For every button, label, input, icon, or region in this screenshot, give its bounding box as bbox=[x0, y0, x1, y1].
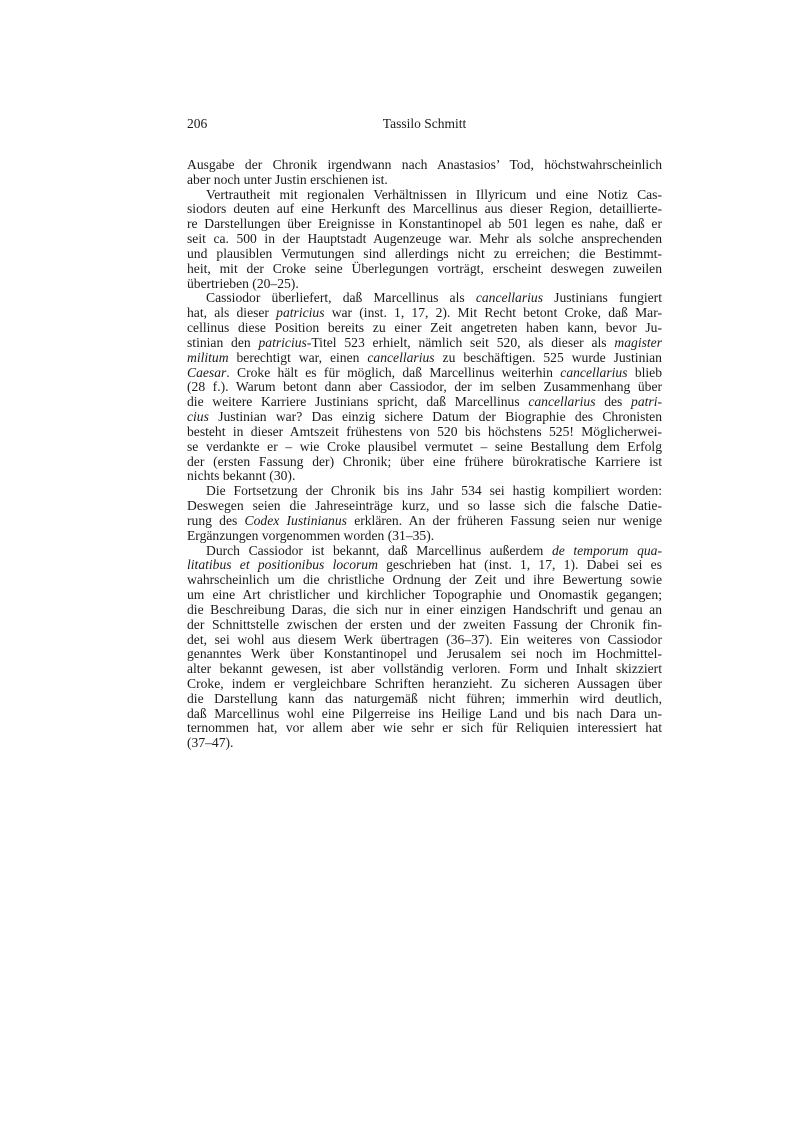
text-segment: hat, als dieser bbox=[187, 305, 277, 321]
text-segment: berechtigt war, einen bbox=[228, 349, 368, 365]
text-segment: re Darstellungen über Ereignisse in Konstantinopel ab 501 legen es nahe, daß er bbox=[187, 216, 662, 232]
italic-text: patricius bbox=[258, 334, 307, 350]
text-line bbox=[187, 633, 662, 648]
text-segment: heit, mit der Croke seine Überlegungen vorträgt, erscheint deswegen zuweilen bbox=[187, 260, 662, 276]
italic-text: litatibus et positionibus locorum bbox=[187, 557, 378, 573]
text-segment: war (inst. 1, 17, 2). Mit Recht betont Croke, daß Mar- bbox=[324, 305, 662, 321]
text-line bbox=[187, 736, 662, 751]
text-line bbox=[187, 247, 662, 262]
text-line bbox=[187, 277, 662, 292]
text-line bbox=[187, 217, 662, 232]
italic-text: de temporum qua- bbox=[551, 542, 662, 558]
italic-text: cancellarius bbox=[560, 364, 628, 380]
text-line bbox=[187, 647, 662, 662]
text-line bbox=[187, 425, 662, 440]
text-segment: wahrscheinlich um die christliche Ordnung der Zeit und ihre Bewertung sowie bbox=[187, 572, 662, 588]
text-segment: aber noch unter Justin erschienen ist. bbox=[187, 171, 388, 187]
text-line bbox=[187, 306, 662, 321]
body-text bbox=[187, 158, 662, 751]
text-segment: besteht in dieser Amtszeit frühestens von 520 bis höchstens 525! Möglicherwei- bbox=[187, 423, 662, 439]
text-segment: nichts bekannt (30). bbox=[187, 468, 296, 484]
text-line bbox=[187, 380, 662, 395]
italic-text: patricius bbox=[276, 305, 325, 321]
text-segment: der Schnittstelle zwischen der ersten und der zweiten Fassung der Chronik fin- bbox=[187, 616, 662, 632]
text-line bbox=[187, 573, 662, 588]
italic-text: cius bbox=[187, 409, 209, 425]
italic-text: cancellarius bbox=[528, 394, 596, 410]
text-segment: Die Fortsetzung der Chronik bis ins Jahr 534 sei hastig kompiliert worden: bbox=[206, 483, 662, 499]
text-line bbox=[187, 558, 662, 573]
text-segment: des bbox=[595, 394, 632, 410]
page-number: 206 bbox=[187, 116, 208, 131]
text-segment: die Darstellung kann das naturgemäß nicht führen; immerhin wird deutlich, bbox=[187, 690, 662, 706]
text-line bbox=[187, 173, 662, 188]
text-line bbox=[187, 440, 662, 455]
text-segment: Durch Cassiodor ist bekannt, daß Marcellinus außerdem bbox=[206, 542, 552, 558]
text-segment: erklären. An der früheren Fassung seien nur wenige bbox=[346, 512, 662, 528]
text-line bbox=[187, 202, 662, 217]
text-segment: Justinians fungiert bbox=[543, 290, 662, 306]
text-segment: die Beschreibung Daras, die sich nur in einer einzigen Handschrift und genau an bbox=[187, 601, 662, 617]
text-line bbox=[187, 336, 662, 351]
text-line bbox=[187, 232, 662, 247]
text-segment: det, sei wohl aus diesem Werk übertragen (36–37). Ein weiteres von Cassiodor bbox=[187, 631, 662, 647]
text-segment: um eine Art christlicher und kirchlicher Topographie und Onomastik gegangen; bbox=[187, 587, 662, 603]
text-line bbox=[187, 351, 662, 366]
text-segment: stinian den bbox=[187, 334, 259, 350]
text-segment: (28 f.). Warum betont dann aber Cassiodor, der im selben Zusammenhang über bbox=[187, 379, 662, 395]
text-line bbox=[187, 662, 662, 677]
text-segment: cellinus diese Position bereits zu einer Zeit angetreten haben kann, bevor Ju- bbox=[187, 320, 662, 336]
running-title: Tassilo Schmitt bbox=[382, 116, 467, 131]
text-segment: Justinian war? Das einzig sichere Datum der Biographie des Chronisten bbox=[208, 409, 662, 425]
text-line bbox=[187, 291, 662, 306]
text-segment: zu beschäftigen. 525 wurde Justinian bbox=[434, 349, 662, 365]
text-segment: Ergänzungen vorgenommen worden (31–35). bbox=[187, 527, 435, 543]
italic-text: patri- bbox=[631, 394, 662, 410]
text-segment: . Croke hält es für möglich, daß Marcellinus weiterhin bbox=[226, 364, 561, 380]
italic-text: Codex Iustinianus bbox=[244, 512, 347, 528]
text-line bbox=[187, 514, 662, 529]
italic-text: Caesar bbox=[187, 364, 227, 380]
text-segment: siodors deuten auf eine Herkunft des Marcellinus aus dieser Region, detaillierte- bbox=[187, 201, 662, 217]
text-segment: alter bekannt gewesen, ist aber vollständig verloren. Form und Inhalt skizziert bbox=[187, 661, 662, 677]
text-line bbox=[187, 395, 662, 410]
text-line bbox=[187, 544, 662, 559]
text-segment: geschrieben hat (inst. 1, 17, 1). Dabei sei es bbox=[377, 557, 662, 573]
text-line bbox=[187, 366, 662, 381]
text-line bbox=[187, 188, 662, 203]
text-segment: der (ersten Fassung der) Chronik; über eine frühere bürokratische Karriere ist bbox=[187, 453, 662, 469]
text-segment: se verdankte er – wie Croke plausibel vermutet – seine Bestallung dem Erfolg bbox=[187, 438, 662, 454]
text-segment: übertrieben (20–25). bbox=[187, 275, 299, 291]
text-line bbox=[187, 499, 662, 514]
text-segment: rung des bbox=[187, 512, 245, 528]
text-line bbox=[187, 455, 662, 470]
text-segment: seit ca. 500 in der Hauptstadt Augenzeuge war. Mehr als solche ansprechenden bbox=[187, 231, 662, 247]
text-segment: Cassiodor überliefert, daß Marcellinus als bbox=[206, 290, 476, 306]
text-line bbox=[187, 469, 662, 484]
text-line bbox=[187, 707, 662, 722]
text-line bbox=[187, 588, 662, 603]
text-segment: Deswegen seien die Jahreseinträge kurz, und so lasse sich die falsche Datie- bbox=[187, 498, 662, 514]
text-segment: Vertrautheit mit regionalen Verhältnissen in Illyricum und eine Notiz Cas- bbox=[206, 186, 662, 202]
text-line bbox=[187, 262, 662, 277]
text-segment: daß Marcellinus wohl eine Pilgerreise ins Heilige Land und bis nach Dara un- bbox=[187, 705, 662, 721]
text-segment: blieb bbox=[627, 364, 662, 380]
italic-text: magister bbox=[614, 334, 662, 350]
italic-text: militum bbox=[187, 349, 229, 365]
text-line bbox=[187, 484, 662, 499]
text-line bbox=[187, 529, 662, 544]
text-segment: ternommen hat, vor allem aber wie sehr er sich für Reliquien interessiert hat bbox=[187, 720, 662, 736]
text-segment: die weitere Karriere Justinians spricht, daß Marcellinus bbox=[187, 394, 529, 410]
text-line bbox=[187, 158, 662, 173]
text-line bbox=[187, 321, 662, 336]
text-segment: genanntes Werk über Konstantinopel und Jerusalem sei noch im Hochmittel- bbox=[187, 646, 662, 662]
text-segment: Ausgabe der Chronik irgendwann nach Anastasios’ Tod, höchstwahrscheinlich bbox=[187, 157, 662, 172]
text-segment: Croke, indem er vergleichbare Schriften heranzieht. Zu sicheren Aussagen über bbox=[187, 675, 662, 691]
text-line bbox=[187, 692, 662, 707]
text-line bbox=[187, 603, 662, 618]
text-segment: (37–47). bbox=[187, 735, 234, 751]
page-header bbox=[187, 116, 662, 132]
italic-text: cancellarius bbox=[475, 290, 544, 306]
text-segment: und plausiblen Vermutungen sind allerdings nicht zu erreichen; die Bestimmt- bbox=[187, 245, 662, 261]
text-segment: -Titel 523 erhielt, nämlich seit 520, als dieser als bbox=[306, 334, 615, 350]
text-line bbox=[187, 618, 662, 633]
text-line bbox=[187, 721, 662, 736]
text-line bbox=[187, 677, 662, 692]
text-line bbox=[187, 410, 662, 425]
italic-text: cancellarius bbox=[367, 349, 435, 365]
